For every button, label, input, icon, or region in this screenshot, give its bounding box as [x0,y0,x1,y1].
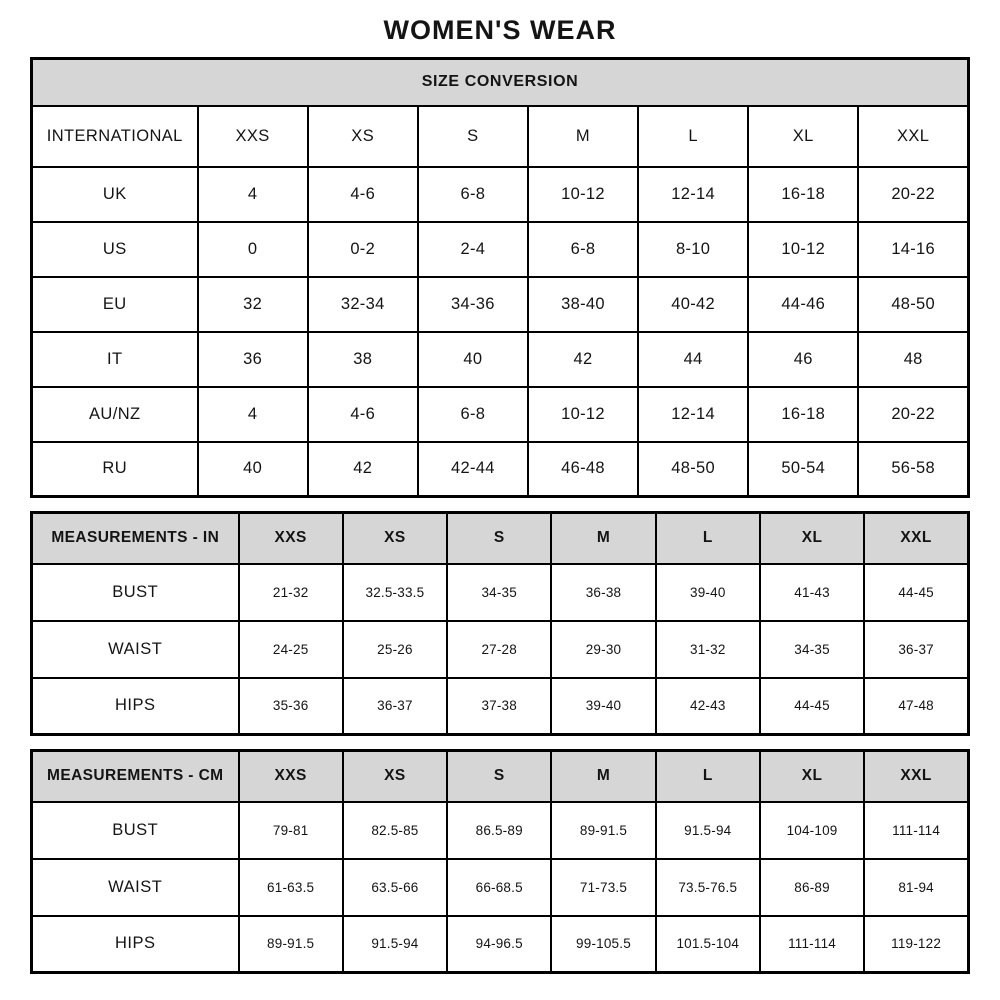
value-cell: 32.5-33.5 [343,564,447,621]
value-cell: 0-2 [308,222,418,277]
size-column-header: XXL [864,513,968,564]
table-row [32,332,969,387]
value-cell: 6-8 [528,222,638,277]
value-cell: 44-45 [864,564,968,621]
value-cell: 46 [748,332,858,387]
value-cell: 73.5-76.5 [656,859,760,916]
row-label: RU [32,442,198,497]
table-caption: SIZE CONVERSION [32,59,969,106]
value-cell: 48 [858,332,968,387]
size-column-header: XXS [198,106,308,167]
value-cell: 82.5-85 [343,802,447,859]
size-column-header: S [447,513,551,564]
row-label: EU [32,277,198,332]
value-cell: 4 [198,167,308,222]
value-cell: 42 [308,442,418,497]
value-cell: 10-12 [528,387,638,442]
row-label: BUST [32,564,239,621]
value-cell: 6-8 [418,387,528,442]
value-cell: 91.5-94 [656,802,760,859]
value-cell: 104-109 [760,802,864,859]
value-cell: 42-44 [418,442,528,497]
row-label: UK [32,167,198,222]
size-column-header: M [551,513,655,564]
value-cell: 36-38 [551,564,655,621]
value-cell: 29-30 [551,621,655,678]
size-column-header: XXL [858,106,968,167]
value-cell: 31-32 [656,621,760,678]
value-cell: 12-14 [638,387,748,442]
size-column-header: L [656,751,760,802]
value-cell: 34-36 [418,277,528,332]
size-column-header: M [551,751,655,802]
value-cell: 89-91.5 [239,916,343,973]
value-cell: 40 [198,442,308,497]
label-column-header: MEASUREMENTS - IN [32,513,239,564]
value-cell: 20-22 [858,167,968,222]
column-header-row [32,106,969,167]
label-column-header: INTERNATIONAL [32,106,198,167]
value-cell: 86-89 [760,859,864,916]
size-column-header: XXS [239,513,343,564]
size-conversion-table [30,57,970,498]
value-cell: 111-114 [760,916,864,973]
value-cell: 48-50 [638,442,748,497]
value-cell: 10-12 [748,222,858,277]
size-column-header: XS [308,106,418,167]
value-cell: 42-43 [656,678,760,735]
size-column-header: XL [748,106,858,167]
table-row [32,387,969,442]
table-row [32,222,969,277]
value-cell: 79-81 [239,802,343,859]
value-cell: 0 [198,222,308,277]
measurements-cm-table [30,749,970,974]
value-cell: 66-68.5 [447,859,551,916]
size-column-header: L [638,106,748,167]
value-cell: 25-26 [343,621,447,678]
value-cell: 2-4 [418,222,528,277]
value-cell: 119-122 [864,916,968,973]
measurements-in-table [30,511,970,736]
table-row [32,802,969,859]
row-label: AU/NZ [32,387,198,442]
value-cell: 81-94 [864,859,968,916]
value-cell: 40 [418,332,528,387]
value-cell: 86.5-89 [447,802,551,859]
value-cell: 34-35 [447,564,551,621]
column-header-row [32,513,969,564]
value-cell: 38 [308,332,418,387]
value-cell: 42 [528,332,638,387]
value-cell: 36-37 [343,678,447,735]
value-cell: 40-42 [638,277,748,332]
value-cell: 99-105.5 [551,916,655,973]
size-column-header: XS [343,513,447,564]
value-cell: 8-10 [638,222,748,277]
row-label: WAIST [32,621,239,678]
size-column-header: XXL [864,751,968,802]
row-label: IT [32,332,198,387]
value-cell: 41-43 [760,564,864,621]
label-column-header: MEASUREMENTS - CM [32,751,239,802]
row-label: HIPS [32,678,239,735]
value-cell: 48-50 [858,277,968,332]
table-row [32,678,969,735]
value-cell: 94-96.5 [447,916,551,973]
value-cell: 4-6 [308,167,418,222]
value-cell: 14-16 [858,222,968,277]
table-row [32,167,969,222]
value-cell: 6-8 [418,167,528,222]
value-cell: 44 [638,332,748,387]
row-label: WAIST [32,859,239,916]
value-cell: 50-54 [748,442,858,497]
page-title: WOMEN'S WEAR [383,15,617,45]
value-cell: 34-35 [760,621,864,678]
value-cell: 89-91.5 [551,802,655,859]
value-cell: 32-34 [308,277,418,332]
value-cell: 47-48 [864,678,968,735]
value-cell: 38-40 [528,277,638,332]
value-cell: 44-45 [760,678,864,735]
table-row [32,442,969,497]
size-column-header: XS [343,751,447,802]
value-cell: 37-38 [447,678,551,735]
size-column-header: XL [760,751,864,802]
value-cell: 32 [198,277,308,332]
value-cell: 44-46 [748,277,858,332]
size-column-header: XXS [239,751,343,802]
value-cell: 35-36 [239,678,343,735]
table-row [32,564,969,621]
value-cell: 71-73.5 [551,859,655,916]
column-header-row [32,751,969,802]
value-cell: 101.5-104 [656,916,760,973]
value-cell: 46-48 [528,442,638,497]
size-column-header: M [528,106,638,167]
table-caption-row [32,59,969,106]
value-cell: 111-114 [864,802,968,859]
value-cell: 16-18 [748,387,858,442]
size-column-header: S [447,751,551,802]
table-row [32,621,969,678]
row-label: BUST [32,802,239,859]
size-column-header: XL [760,513,864,564]
value-cell: 36-37 [864,621,968,678]
size-column-header: L [656,513,760,564]
value-cell: 16-18 [748,167,858,222]
value-cell: 4 [198,387,308,442]
value-cell: 36 [198,332,308,387]
value-cell: 91.5-94 [343,916,447,973]
size-column-header: S [418,106,528,167]
value-cell: 39-40 [656,564,760,621]
value-cell: 20-22 [858,387,968,442]
value-cell: 10-12 [528,167,638,222]
value-cell: 27-28 [447,621,551,678]
value-cell: 39-40 [551,678,655,735]
value-cell: 4-6 [308,387,418,442]
row-label: HIPS [32,916,239,973]
value-cell: 12-14 [638,167,748,222]
value-cell: 61-63.5 [239,859,343,916]
value-cell: 21-32 [239,564,343,621]
table-row [32,277,969,332]
value-cell: 56-58 [858,442,968,497]
value-cell: 24-25 [239,621,343,678]
table-row [32,916,969,973]
row-label: US [32,222,198,277]
table-row [32,859,969,916]
value-cell: 63.5-66 [343,859,447,916]
